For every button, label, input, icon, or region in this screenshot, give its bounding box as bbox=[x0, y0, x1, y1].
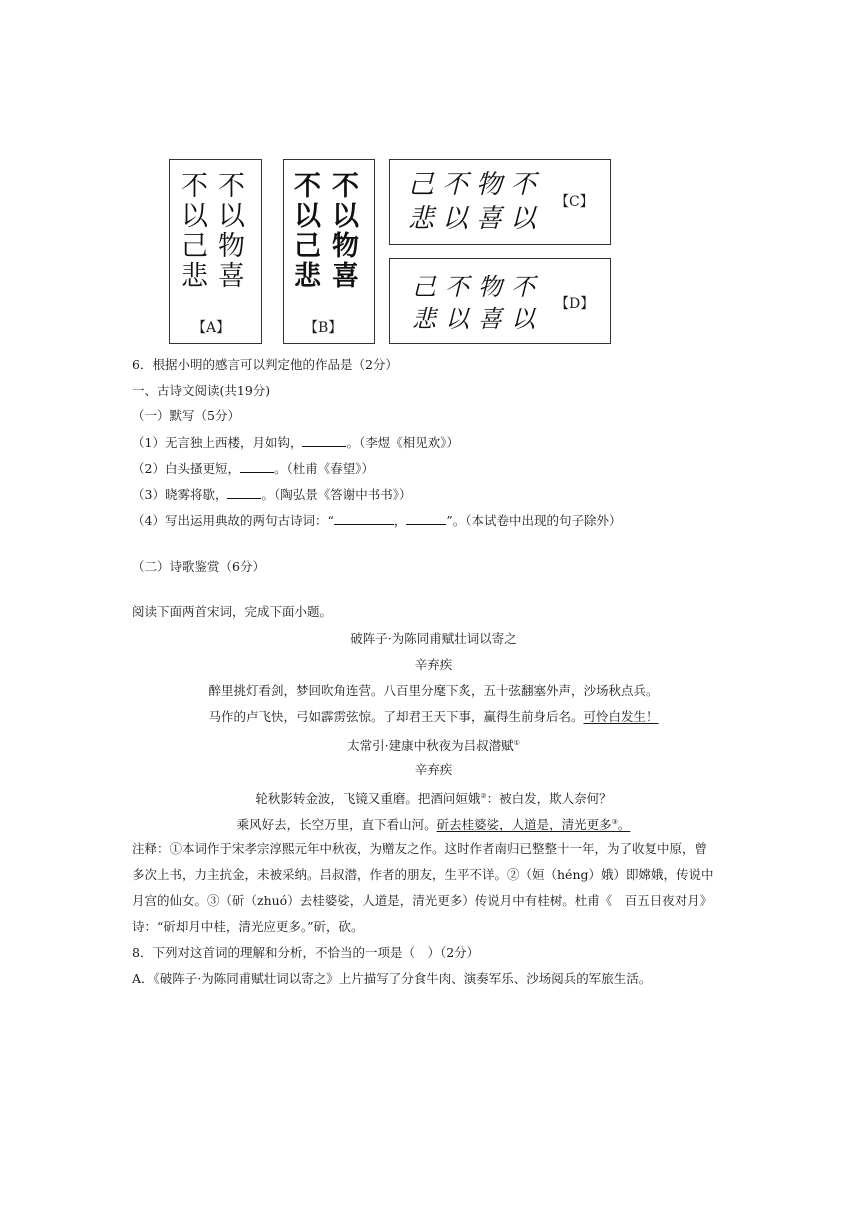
dictation-item-2 bbox=[132, 461, 374, 477]
poem2-line-1 bbox=[0, 788, 867, 807]
poem2-line-2 bbox=[0, 814, 867, 833]
option-c-card bbox=[389, 159, 611, 245]
poem2-line-1-note-marker: ② bbox=[480, 792, 487, 800]
poem2-line-2-note-marker: ③ bbox=[611, 818, 618, 826]
option-d-row2: 悲以喜以 bbox=[412, 305, 544, 333]
dictation-4-prefix: （4）写出运用典故的两句古诗词：“ bbox=[132, 513, 334, 528]
poem1-line-2 bbox=[0, 709, 867, 725]
notes-line-4: 诗：“斫却月中桂，清光应更多。”斫，砍。 bbox=[132, 919, 364, 934]
poem1-title: 破阵子·为陈同甫赋壮词以寄之 bbox=[350, 631, 517, 646]
poem2-title bbox=[0, 735, 867, 754]
poem2-line-1-a: 轮秋影转金波，飞镜又重磨。把酒问姮娥 bbox=[255, 791, 481, 807]
answer-blank-4b[interactable] bbox=[406, 513, 446, 525]
question-8-option-a: A．《破阵子·为陈同甫赋壮词以寄之》上片描写了分食牛肉、演奏军乐、沙场阅兵的军旅生活。 bbox=[132, 971, 652, 986]
answer-blank-1[interactable] bbox=[302, 435, 346, 447]
option-a-col-right: 不以物喜 bbox=[218, 171, 245, 292]
poem2-title-note-marker: ① bbox=[513, 739, 520, 747]
poem1-line-1: 醉里挑灯看剑，梦回吹角连营。八百里分麾下炙，五十弦翻塞外声，沙场秋点兵。 bbox=[208, 683, 659, 698]
option-b-card bbox=[283, 159, 375, 344]
section-heading-ancient-poetry: 一、古诗文阅读(共19分) bbox=[132, 383, 271, 398]
poem1-line-2-underlined: 可怜白发生！ bbox=[583, 709, 659, 724]
option-a-col-left: 不以己悲 bbox=[181, 171, 208, 292]
dictation-3-prefix: （3）晓雾将歇， bbox=[132, 487, 228, 502]
reading-instruction: 阅读下面两首宋词，完成下面小题。 bbox=[132, 604, 333, 619]
answer-blank-3[interactable] bbox=[227, 487, 261, 499]
option-d-label: 【D】 bbox=[555, 296, 595, 312]
poem2-author: 辛弃疾 bbox=[414, 762, 453, 777]
dictation-4-suffix: ”。（本试卷中出现的句子除外） bbox=[446, 513, 622, 528]
question-6: 6．根据小明的感言可以判定他的作品是（2分） bbox=[132, 357, 398, 372]
option-d-card bbox=[389, 258, 611, 344]
notes-line-1: 注释：①本词作于宋孝宗淳熙元年中秋夜，为赠友之作。这时作者南归已整整十一年，为了收复中原，曾 bbox=[132, 841, 708, 856]
dictation-2-suffix: 。（杜甫《春望》） bbox=[273, 461, 374, 476]
dictation-item-3 bbox=[132, 487, 411, 503]
poem2-line-2-end: 。 bbox=[617, 817, 631, 833]
poem2-line-2-underlined-text: 斫去桂婆娑，人道是，清光更多 bbox=[436, 817, 612, 833]
answer-blank-2[interactable] bbox=[240, 461, 274, 473]
answer-blank-4a[interactable] bbox=[334, 513, 394, 525]
subsection-dictation: （一）默写（5分） bbox=[132, 408, 240, 423]
option-a-label: 【A】 bbox=[192, 320, 231, 336]
poem1-author: 辛弃疾 bbox=[414, 657, 453, 672]
option-d-row1: 己不物不 bbox=[412, 273, 544, 301]
poem1-line-2-text: 马作的卢飞快，弓如霹雳弦惊。了却君王天下事，赢得生前身后名。 bbox=[208, 709, 584, 724]
option-c-label: 【C】 bbox=[555, 194, 594, 210]
dictation-3-suffix: 。（陶弘景《答谢中书书》） bbox=[261, 487, 412, 502]
dictation-4-comma: ， bbox=[393, 513, 407, 528]
dictation-item-4 bbox=[132, 513, 622, 529]
notes-line-3: 月宫的仙女。③（斫（zhuó）去桂婆娑，人道是，清光更多）传说月中有桂树。杜甫《 百五日夜对月》 bbox=[132, 893, 713, 908]
option-a-card bbox=[169, 159, 262, 344]
subsection-poetry-appreciation: （二）诗歌鉴赏（6分） bbox=[132, 559, 265, 574]
dictation-item-1 bbox=[132, 435, 459, 451]
poem2-line-2-a: 乘风好去，长空万里，直下看山河。 bbox=[236, 817, 437, 833]
option-c-row2: 悲以喜以 bbox=[408, 204, 545, 234]
dictation-1-prefix: （1）无言独上西楼，月如钩， bbox=[132, 435, 303, 450]
option-b-col-right: 不以物喜 bbox=[332, 171, 359, 292]
option-b-label: 【B】 bbox=[304, 320, 343, 336]
dictation-1-suffix: 。（李煜《相见欢》） bbox=[346, 435, 459, 450]
notes-line-2: 多次上书，力主抗金，未被采纳。吕叔潜，作者的朋友，生平不详。②（姮（héng）娥）即嫦娥，传说中 bbox=[132, 867, 714, 882]
poem2-title-text: 太常引·建康中秋夜为吕叔潜赋 bbox=[347, 738, 514, 754]
poem2-line-2-underlined bbox=[437, 817, 631, 832]
question-8: 8．下列对这首词的理解和分析，不恰当的一项是（ ）（2分） bbox=[132, 945, 480, 960]
option-c-row1: 己不物不 bbox=[408, 170, 545, 200]
option-b-col-left: 不以己悲 bbox=[294, 171, 321, 292]
dictation-2-prefix: （2）白头搔更短， bbox=[132, 461, 240, 476]
poem2-line-1-b: ：被白发，欺人奈何？ bbox=[486, 791, 612, 807]
